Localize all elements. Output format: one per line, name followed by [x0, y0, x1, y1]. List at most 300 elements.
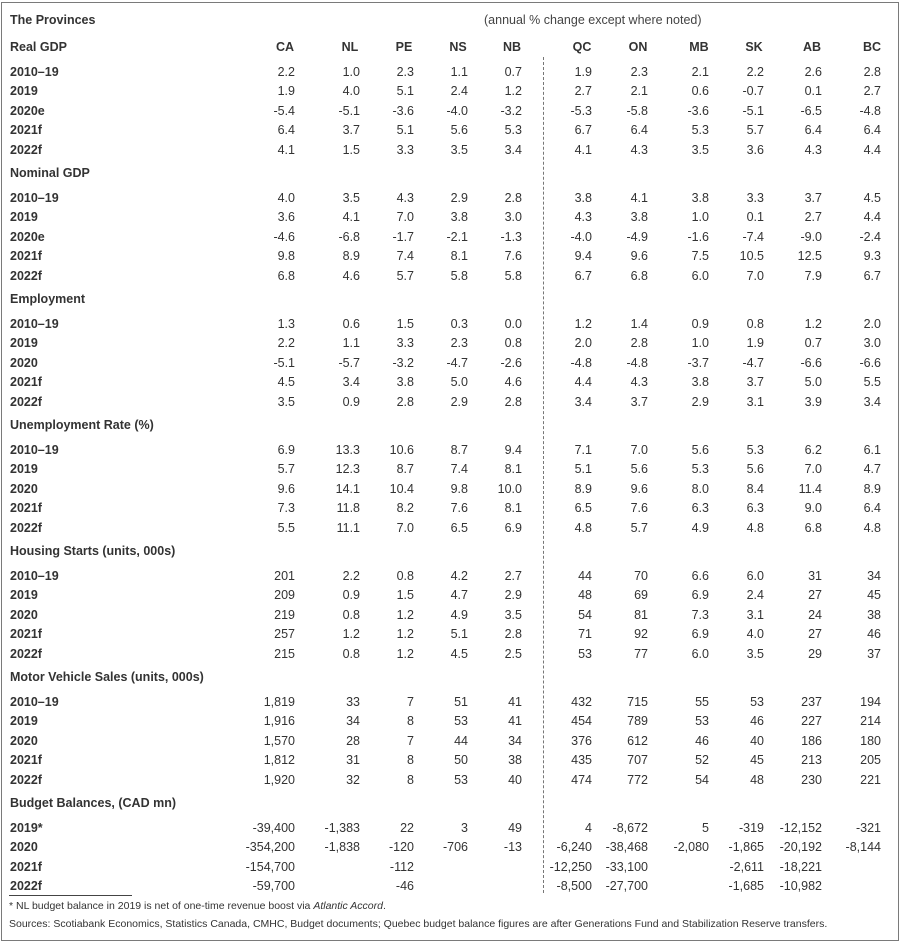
cell-pe: 7.0: [396, 520, 414, 535]
cell-on: 707: [627, 753, 648, 768]
cell-ns: 4.9: [450, 607, 468, 622]
cell-nb: 8.1: [504, 462, 522, 477]
cell-qc: 54: [578, 607, 592, 622]
cell-mb: 6.9: [691, 627, 709, 642]
cell-qc: 4.1: [574, 142, 592, 157]
section-title: Budget Balances, (CAD mn): [10, 796, 176, 810]
cell-ca: -39,400: [252, 821, 295, 835]
cell-ab: 6.2: [804, 443, 822, 457]
cell-ab: -9.0: [800, 229, 822, 244]
cell-bc: 6.7: [863, 268, 881, 283]
cell-on: 9.6: [630, 481, 648, 496]
cell-pe: 1.2: [396, 607, 414, 622]
row-label: 2021f: [10, 627, 42, 642]
cell-pe: 10.4: [389, 481, 414, 496]
cell-qc: 376: [571, 733, 592, 748]
cell-ns: 2.4: [450, 84, 468, 99]
footnote-note-text: * NL budget balance in 2019 is net of one-time revenue boost via: [9, 900, 314, 912]
cell-qc: 71: [578, 627, 592, 642]
section-title: Housing Starts (units, 000s): [10, 544, 176, 558]
cell-ab: 3.9: [804, 394, 822, 409]
cell-pe: -112: [389, 859, 414, 874]
cell-qc: 48: [578, 588, 592, 603]
cell-ab: 12.5: [797, 249, 822, 264]
cell-pe: 10.6: [389, 443, 414, 457]
cell-nl: 33: [346, 695, 360, 709]
cell-mb: 0.6: [691, 84, 709, 99]
cell-mb: 0.9: [691, 317, 709, 331]
cell-bc: 4.8: [863, 520, 881, 535]
cell-nl: 0.9: [342, 588, 360, 603]
cell-ca: 219: [274, 607, 295, 622]
cell-nl: 32: [346, 772, 360, 787]
cell-mb: 6.0: [691, 646, 709, 661]
cell-on: 612: [627, 733, 648, 748]
row-label: 2022f: [10, 142, 42, 157]
cell-bc: 4.7: [863, 462, 881, 477]
cell-nb: 1.2: [504, 84, 522, 99]
cell-qc: 454: [571, 714, 592, 729]
cell-ab: 237: [801, 695, 822, 709]
cell-pe: 5.1: [396, 123, 414, 138]
cell-nl: 0.9: [342, 394, 360, 409]
row-label: 2022f: [10, 879, 42, 894]
cell-nl: 4.1: [342, 210, 360, 225]
cell-mb: 46: [695, 733, 709, 748]
cell-bc: 4.4: [863, 210, 881, 225]
cell-bc: 6.1: [863, 443, 881, 457]
row-label: 2020: [10, 733, 38, 748]
cell-mb: 5: [702, 821, 709, 835]
cell-ab: -6.5: [800, 103, 822, 118]
cell-qc: 8.9: [574, 481, 592, 496]
cell-mb: 6.6: [691, 569, 709, 583]
cell-pe: 1.5: [396, 317, 414, 331]
cell-ns: 8.7: [450, 443, 468, 457]
footnote-note: [9, 900, 386, 912]
cell-ns: 3: [461, 821, 468, 835]
cell-qc: -12,250: [549, 859, 592, 874]
cell-qc: 53: [578, 646, 592, 661]
row-label: 2021f: [10, 249, 42, 264]
cell-ns: 44: [454, 733, 468, 748]
cell-bc: 6.4: [863, 501, 881, 516]
cell-ab: 3.7: [804, 191, 822, 205]
cell-sk: 48: [750, 772, 764, 787]
cell-pe: 8: [407, 753, 414, 768]
cell-nb: -1.3: [500, 229, 522, 244]
cell-pe: -1.7: [392, 229, 414, 244]
cell-sk: -2,611: [729, 859, 764, 874]
cell-pe: 8: [407, 772, 414, 787]
cell-bc: 5.5: [863, 375, 881, 390]
cell-qc: 4.4: [574, 375, 592, 390]
cell-nl: 0.8: [342, 646, 360, 661]
cell-nb: 0.7: [504, 65, 522, 79]
cell-pe: 1.2: [396, 646, 414, 661]
cell-nb: 2.7: [504, 569, 522, 583]
cell-ab: 5.0: [804, 375, 822, 390]
cell-qc: -5.3: [570, 103, 592, 118]
cell-ab: 29: [808, 646, 822, 661]
cell-pe: 0.8: [396, 569, 414, 583]
cell-on: 4.1: [630, 191, 648, 205]
cell-qc: 6.5: [574, 501, 592, 516]
cell-nb: 3.0: [504, 210, 522, 225]
cell-mb: 6.9: [691, 588, 709, 603]
cell-nb: 3.5: [504, 607, 522, 622]
cell-ns: 53: [454, 772, 468, 787]
cell-pe: 3.3: [396, 336, 414, 351]
cell-ca: 1,812: [263, 753, 295, 768]
cell-nb: 8.1: [504, 501, 522, 516]
cell-on: 3.7: [630, 394, 648, 409]
footnote-rule: [9, 895, 132, 896]
cell-nl: 1.0: [342, 65, 360, 79]
cell-nl: 2.2: [342, 569, 360, 583]
row-label: 2019: [10, 588, 38, 603]
cell-ns: 50: [454, 753, 468, 768]
cell-on: 70: [634, 569, 648, 583]
cell-ns: 7.4: [450, 462, 468, 477]
column-header-on: ON: [628, 40, 648, 54]
cell-ca: 3.6: [277, 210, 295, 225]
cell-ca: 9.6: [277, 481, 295, 496]
cell-pe: 8.7: [396, 462, 414, 477]
cell-sk: 8.4: [746, 481, 764, 496]
cell-bc: 8.9: [863, 481, 881, 496]
cell-on: -33,100: [605, 859, 648, 874]
row-label: 2020: [10, 607, 38, 622]
cell-on: -5.8: [626, 103, 648, 118]
cell-nb: 0.0: [504, 317, 522, 331]
cell-bc: 214: [860, 714, 881, 729]
cell-on: 5.6: [630, 462, 648, 477]
cell-mb: 3.8: [691, 191, 709, 205]
cell-bc: 34: [867, 569, 881, 583]
section-title: Motor Vehicle Sales (units, 000s): [10, 670, 204, 684]
cell-nl: 28: [346, 733, 360, 748]
cell-ns: 4.5: [450, 646, 468, 661]
cell-ca: 201: [274, 569, 295, 583]
cell-sk: 45: [750, 753, 764, 768]
section-title: Unemployment Rate (%): [10, 418, 154, 432]
cell-mb: 5.3: [691, 462, 709, 477]
cell-sk: 7.0: [746, 268, 764, 283]
row-label: 2019: [10, 714, 38, 729]
cell-ns: 9.8: [450, 481, 468, 496]
cell-on: 3.8: [630, 210, 648, 225]
row-label: 2021f: [10, 123, 42, 138]
row-label: 2019: [10, 210, 38, 225]
cell-nl: 31: [346, 753, 360, 768]
cell-qc: 5.1: [574, 462, 592, 477]
cell-pe: 4.3: [396, 191, 414, 205]
cell-pe: -3.2: [392, 355, 414, 370]
cell-bc: 194: [860, 695, 881, 709]
cell-ca: -154,700: [245, 859, 295, 874]
cell-ca: 257: [274, 627, 295, 642]
row-label: 2019*: [10, 821, 43, 835]
cell-bc: 4.5: [863, 191, 881, 205]
row-label: 2021f: [10, 501, 42, 516]
cell-ab: 2.6: [804, 65, 822, 79]
cell-nb: 3.4: [504, 142, 522, 157]
cell-nb: 2.9: [504, 588, 522, 603]
cell-sk: 3.1: [746, 394, 764, 409]
cell-nb: 6.9: [504, 520, 522, 535]
cell-mb: 52: [695, 753, 709, 768]
cell-bc: -8,144: [845, 840, 881, 855]
cell-qc: -8,500: [556, 879, 592, 894]
row-label: 2019: [10, 462, 38, 477]
cell-ns: 5.1: [450, 627, 468, 642]
cell-mb: 8.0: [691, 481, 709, 496]
cell-qc: -6,240: [556, 840, 592, 855]
cell-sk: 40: [750, 733, 764, 748]
cell-nb: 41: [508, 714, 522, 729]
cell-bc: 205: [860, 753, 881, 768]
cell-sk: 5.3: [746, 443, 764, 457]
cell-on: 5.7: [630, 520, 648, 535]
cell-mb: 6.0: [691, 268, 709, 283]
column-header-bc: BC: [862, 40, 882, 54]
cell-nb: 49: [508, 821, 522, 835]
row-label: 2010–19: [10, 65, 59, 79]
cell-pe: 22: [400, 821, 414, 835]
cell-sk: 4.8: [746, 520, 764, 535]
column-header-mb: MB: [689, 40, 709, 54]
cell-on: 7.6: [630, 501, 648, 516]
cell-ab: 11.4: [798, 481, 822, 496]
cell-mb: -2,080: [673, 840, 709, 855]
cell-sk: -7.4: [742, 229, 764, 244]
cell-nb: 4.6: [504, 375, 522, 390]
cell-qc: 432: [571, 695, 592, 709]
cell-qc: -4.0: [570, 229, 592, 244]
cell-sk: 4.0: [746, 627, 764, 642]
cell-bc: 46: [867, 627, 881, 642]
cell-bc: 2.8: [863, 65, 881, 79]
cell-ab: 1.2: [804, 317, 822, 331]
row-label: 2019: [10, 84, 38, 99]
row-label: 2022f: [10, 268, 42, 283]
column-header-qc: QC: [572, 40, 592, 54]
cell-bc: 221: [860, 772, 881, 787]
cell-nb: 2.8: [504, 191, 522, 205]
cell-qc: -4.8: [570, 355, 592, 370]
cell-on: 6.8: [630, 268, 648, 283]
cell-sk: 3.7: [746, 375, 764, 390]
cell-nb: 34: [508, 733, 522, 748]
cell-ab: 227: [801, 714, 822, 729]
cell-bc: 9.3: [863, 249, 881, 264]
cell-pe: 7.4: [396, 249, 414, 264]
cell-ab: 186: [801, 733, 822, 748]
cell-ca: 1,819: [263, 695, 295, 709]
row-label: 2010–19: [10, 443, 59, 457]
cell-nb: 5.8: [504, 268, 522, 283]
cell-qc: 2.7: [574, 84, 592, 99]
cell-nl: 1.5: [342, 142, 360, 157]
cell-nb: 5.3: [504, 123, 522, 138]
cell-on: 772: [627, 772, 648, 787]
cell-ns: 5.6: [450, 123, 468, 138]
cell-mb: 3.5: [691, 142, 709, 157]
cell-bc: 4.4: [863, 142, 881, 157]
cell-nb: 2.8: [504, 394, 522, 409]
cell-qc: 7.1: [574, 443, 592, 457]
cell-mb: -3.7: [687, 355, 709, 370]
cell-sk: -0.7: [742, 84, 764, 99]
cell-on: 789: [627, 714, 648, 729]
cell-ab: 31: [808, 569, 822, 583]
cell-bc: 6.4: [863, 123, 881, 138]
cell-qc: 9.4: [574, 249, 592, 264]
cell-qc: 44: [578, 569, 592, 583]
cell-nl: -5.1: [338, 103, 360, 118]
cell-bc: 3.0: [863, 336, 881, 351]
cell-ca: 5.5: [277, 520, 295, 535]
row-label: 2020: [10, 840, 38, 855]
cell-ca: -59,700: [252, 879, 295, 894]
cell-mb: -1.6: [687, 229, 709, 244]
cell-nb: -3.2: [500, 103, 522, 118]
cell-qc: 4: [585, 821, 592, 835]
cell-ab: 27: [808, 627, 822, 642]
cell-nl: -1,383: [324, 821, 360, 835]
cell-sk: 53: [750, 695, 764, 709]
cell-sk: 3.3: [746, 191, 764, 205]
cell-sk: 5.7: [746, 123, 764, 138]
cell-ns: 2.9: [450, 191, 468, 205]
row-label: 2010–19: [10, 569, 59, 583]
column-header-nl: NL: [341, 40, 359, 54]
cell-nb: 2.8: [504, 627, 522, 642]
cell-sk: 2.2: [746, 65, 764, 79]
cell-mb: 5.6: [691, 443, 709, 457]
cell-pe: 1.2: [396, 627, 414, 642]
column-header-ab: AB: [802, 40, 822, 54]
cell-ca: 1,570: [263, 733, 295, 748]
cell-on: 715: [627, 695, 648, 709]
cell-on: -4.9: [626, 229, 648, 244]
cell-sk: 6.0: [746, 569, 764, 583]
cell-sk: -319: [738, 821, 764, 835]
cell-ab: 2.7: [804, 210, 822, 225]
cell-on: 77: [634, 646, 648, 661]
cell-mb: 1.0: [691, 336, 709, 351]
cell-mb: 1.0: [691, 210, 709, 225]
cell-sk: -5.1: [742, 103, 764, 118]
cell-nl: 0.8: [342, 607, 360, 622]
column-header-sk: SK: [745, 40, 763, 54]
section-title: Real GDP: [10, 40, 67, 54]
cell-pe: 7: [407, 695, 414, 709]
row-label: 2021f: [10, 753, 42, 768]
cell-ca: 6.9: [277, 443, 295, 457]
cell-ca: -5.4: [273, 103, 295, 118]
cell-on: 7.0: [630, 443, 648, 457]
cell-nb: 9.4: [504, 443, 522, 457]
cell-bc: 3.4: [863, 394, 881, 409]
cell-nb: 40: [508, 772, 522, 787]
cell-sk: 5.6: [746, 462, 764, 477]
cell-ca: 2.2: [277, 336, 295, 351]
cell-pe: 7.0: [396, 210, 414, 225]
cell-on: -4.8: [626, 355, 648, 370]
cell-ns: 5.8: [450, 268, 468, 283]
cell-nl: 3.4: [342, 375, 360, 390]
page-subtitle: (annual % change except where noted): [484, 13, 702, 27]
cell-qc: 435: [571, 753, 592, 768]
row-label: 2020: [10, 481, 38, 496]
column-header-ns: NS: [449, 40, 467, 54]
cell-ns: 1.1: [450, 65, 468, 79]
cell-ca: 5.7: [277, 462, 295, 477]
cell-ns: 3.5: [450, 142, 468, 157]
cell-ca: 7.3: [277, 501, 295, 516]
cell-mb: 6.3: [691, 501, 709, 516]
cell-qc: 1.2: [574, 317, 592, 331]
cell-on: 9.6: [630, 249, 648, 264]
footnote-note-italic: Atlantic Accord: [313, 900, 383, 912]
cell-on: -8,672: [612, 821, 648, 835]
cell-qc: 6.7: [574, 123, 592, 138]
cell-mb: 55: [695, 695, 709, 709]
cell-ab: 27: [808, 588, 822, 603]
cell-ca: 209: [274, 588, 295, 603]
cell-nb: 10.0: [497, 481, 522, 496]
row-label: 2020e: [10, 229, 45, 244]
cell-sk: 0.1: [746, 210, 764, 225]
cell-ca: 4.1: [277, 142, 295, 157]
cell-sk: -1,685: [728, 879, 764, 894]
cell-sk: 1.9: [746, 336, 764, 351]
cell-qc: 3.4: [574, 394, 592, 409]
cell-ca: 4.5: [277, 375, 295, 390]
cell-qc: 3.8: [574, 191, 592, 205]
cell-sk: -1,865: [728, 840, 764, 855]
cell-nb: -13: [503, 840, 522, 855]
cell-nl: 8.9: [342, 249, 360, 264]
cell-pe: 7: [407, 733, 414, 748]
cell-ns: 53: [454, 714, 468, 729]
column-header-ca: CA: [275, 40, 295, 54]
cell-nl: 12.3: [335, 462, 360, 477]
cell-ca: 1.9: [277, 84, 295, 99]
cell-mb: 3.8: [691, 375, 709, 390]
cell-ab: -6.6: [800, 355, 822, 370]
cell-ns: 4.2: [450, 569, 468, 583]
cell-nl: 1.2: [342, 627, 360, 642]
cell-bc: 2.0: [863, 317, 881, 331]
cell-ab: 213: [801, 753, 822, 768]
cell-sk: 0.8: [746, 317, 764, 331]
cell-ns: 8.1: [450, 249, 468, 264]
cell-ns: 3.8: [450, 210, 468, 225]
cell-pe: 2.3: [396, 65, 414, 79]
cell-on: -27,700: [605, 879, 648, 894]
cell-mb: 4.9: [691, 520, 709, 535]
row-label: 2010–19: [10, 695, 59, 709]
cell-nb: 2.5: [504, 646, 522, 661]
row-label: 2022f: [10, 772, 42, 787]
row-label: 2019: [10, 336, 38, 351]
cell-qc: 4.3: [574, 210, 592, 225]
cell-nl: 11.1: [336, 520, 360, 535]
cell-pe: 3.3: [396, 142, 414, 157]
